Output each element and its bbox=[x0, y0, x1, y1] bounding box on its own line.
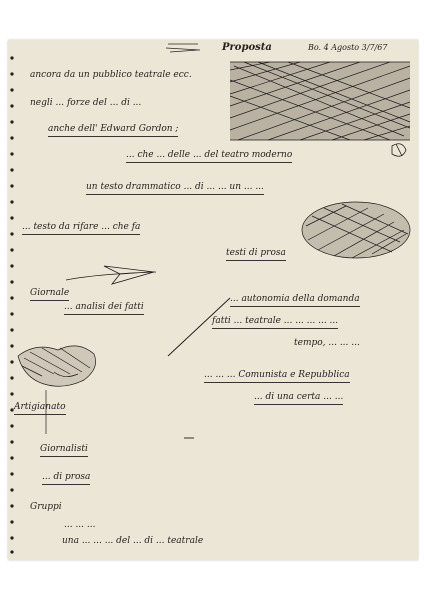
small-doodle bbox=[392, 144, 406, 157]
header-date: Bo. 4 Agosto 3/7/67 bbox=[308, 43, 388, 52]
line-17: ... di prosa bbox=[42, 472, 90, 485]
line-4: ... che ... delle ... del teatro moderno bbox=[126, 150, 292, 163]
header-title: Proposta bbox=[222, 42, 272, 53]
line-20: una ... ... ... del ... di ... teatrale bbox=[62, 536, 204, 546]
line-7: testi di prosa bbox=[226, 248, 286, 261]
line-18: Gruppi bbox=[30, 502, 62, 512]
line-10: ... autonomia della domanda bbox=[230, 294, 360, 307]
line-8: Giornale bbox=[30, 288, 69, 301]
hatched-oval bbox=[302, 202, 410, 258]
line-12: tempo, ... ... ... bbox=[294, 338, 360, 348]
line-15: Artigianato bbox=[14, 402, 66, 415]
hatched-block-top bbox=[230, 62, 410, 140]
line-9: ... analisi dei fatti bbox=[64, 302, 144, 315]
left-sketch bbox=[18, 346, 96, 434]
arrow-sketch bbox=[66, 266, 156, 284]
line-16: Giornalisti bbox=[40, 444, 88, 457]
line-19: ... ... ... bbox=[64, 520, 96, 530]
line-2: negli ... forze del ... di ... bbox=[30, 98, 142, 108]
notebook-page bbox=[8, 40, 418, 560]
header-scribble bbox=[166, 44, 200, 52]
line-14: ... di una certa ... ... bbox=[254, 392, 343, 405]
line-1: ancora da un pubblico teatrale ecc. bbox=[30, 70, 192, 80]
line-3: anche dell' Edward Gordon ; bbox=[48, 124, 178, 137]
line-5: un testo drammatico ... di ... ... un ... ... bbox=[86, 182, 264, 195]
line-11: fatti ... teatrale ... ... ... ... ... bbox=[212, 316, 338, 329]
line-6: ... testo da rifare ... che fa bbox=[22, 222, 140, 235]
line-13: ... ... ... Comunista e Repubblica bbox=[204, 370, 350, 383]
